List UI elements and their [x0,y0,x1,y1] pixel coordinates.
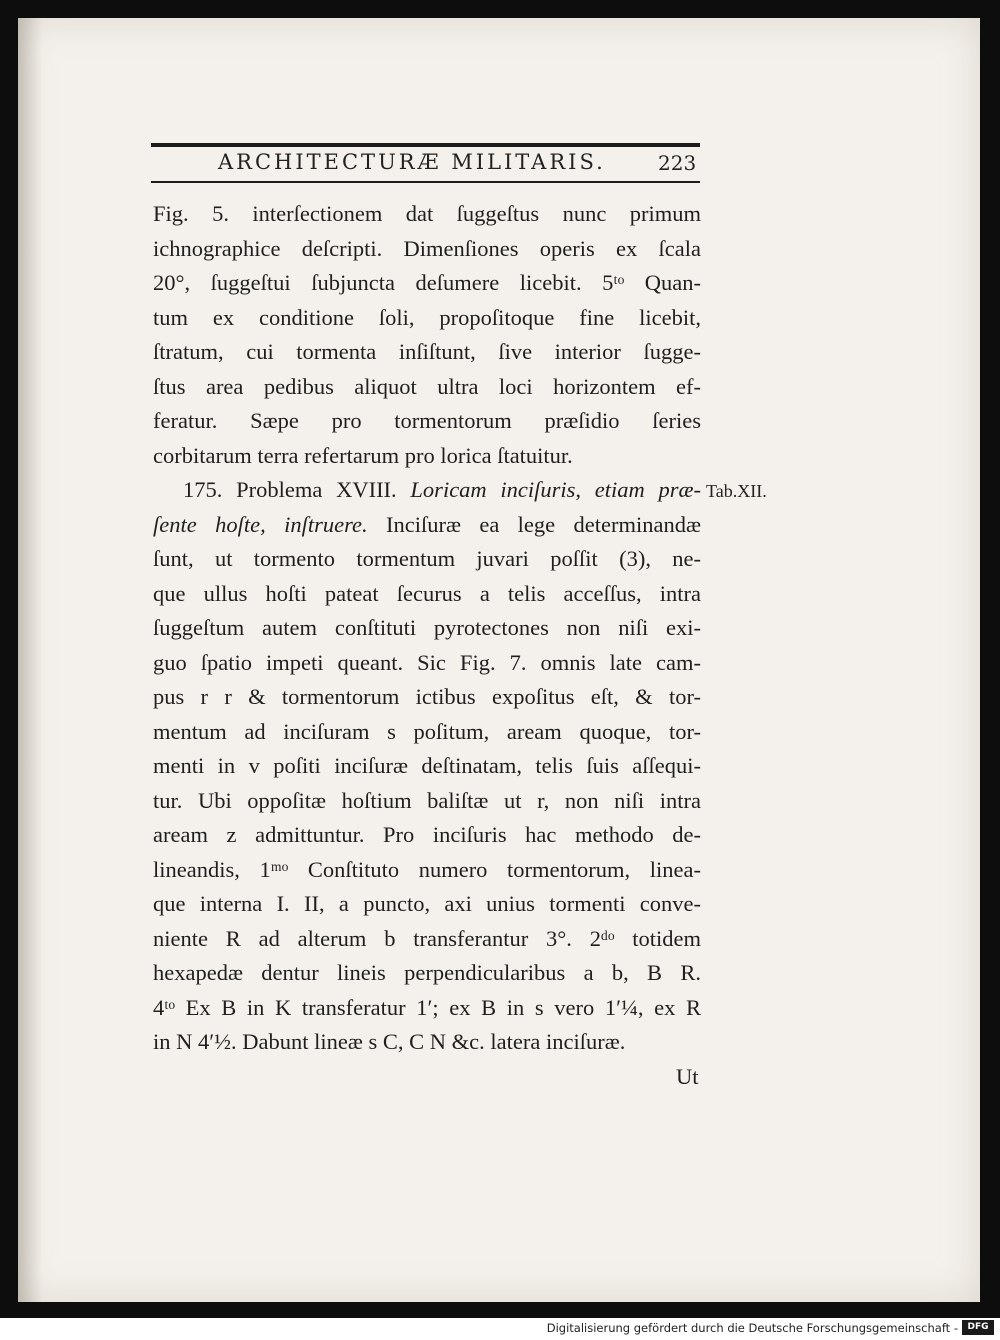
header-rule-thin [151,181,700,183]
catchword: Ut [676,1064,699,1089]
text-line: guo ſpatio impeti queant. Sic Fig. 7. omnis late cam- [153,649,701,675]
text-line: tur. Ubi oppoſitæ hoſtium baliſtæ ut r, non niſi intra [153,787,701,813]
text-line: corbitarum terra refertarum pro lorica ſtatuitur. [153,442,573,468]
text-line: ichnographice deſcripti. Dimenſiones operis ex ſcala [153,235,701,261]
body-text [153,197,701,1060]
text-line: ſtus area pedibus aliquot ultra loci horizontem ef- [153,373,701,399]
text-line: mentum ad inciſuram s poſitum, aream quoque, tor- [153,718,701,744]
text-line: menti in v poſiti inciſuræ deſtinatam, telis ſuis aſſequi- [153,753,701,778]
problem-statement-italic: Loricam inciſuris, etiam præ- [410,477,701,502]
text-span: Inciſuræ ea lege determinandæ [385,511,701,537]
text-line: ſuggeſtum autem conſtituti pyrotectones non niſi exi- [153,615,701,640]
text-line: ſunt, ut tormento tormentum juvari poſſit (3), ne- [153,546,701,571]
page-number: 223 [658,151,697,175]
text-line: ſtratum, cui tormenta inſiſtunt, ſive interior ſugge- [153,339,701,364]
text-line: tum ex conditione ſoli, propoſitoque fine licebit, [153,304,701,330]
text-line: que interna I. II, a puncto, axi unius tormenti conve- [153,891,701,916]
margin-note-plate-reference: Tab.XII. [706,481,767,501]
text-line: feratur. Sæpe pro tormentorum præſidio ſeries [153,408,701,433]
text-line: aream z admittuntur. Pro inciſuris hac methodo de- [153,822,701,847]
text-line: Fig. 5. interſectionem dat ſuggeſtus nunc primum [153,201,701,226]
text-line: que ullus hoſti pateat ſecurus a telis acceſſus, intra [153,580,701,606]
header-rule-thick [151,143,700,147]
text-line: niente R ad alterum b transferantur 3°. 2ᵈᵒ totidem [153,925,701,951]
problem-statement-italic-cont: ſente hoſte, inſtruere. [153,511,368,537]
text-line: lineandis, 1ᵐᵒ Conſtituto numero tormentorum, linea- [153,856,701,882]
text-line: 4ᵗᵒ Ex B in K transferatur 1′; ex B in s vero 1′¼, ex R [153,994,701,1020]
running-title: ARCHITECTURÆ MILITARIS. [218,150,606,174]
text-line: pus r r & tormentorum ictibus expoſitus eſt, & tor- [153,684,701,709]
text-line: in N 4′½. Dabunt lineæ s C, C N &c. latera inciſuræ. [153,1029,626,1054]
problem-label: Problema XVIII. [236,477,397,502]
text-line [153,508,701,543]
digitization-credit: Digitalisierung gefördert durch die Deutsche Forschungsgemeinschaft - [546,1321,958,1335]
paragraph-heading-line [153,473,701,508]
text-line: hexapedæ dentur lineis perpendicularibus a b, B R. [153,960,701,985]
dfg-logo: DFG [962,1320,994,1335]
paragraph-number: 175. [183,477,223,502]
page-gutter-shadow [18,18,42,1302]
text-line: 20°, ſuggeſtui ſubjuncta deſumere licebit. 5ᵗᵒ Quan- [153,270,701,295]
